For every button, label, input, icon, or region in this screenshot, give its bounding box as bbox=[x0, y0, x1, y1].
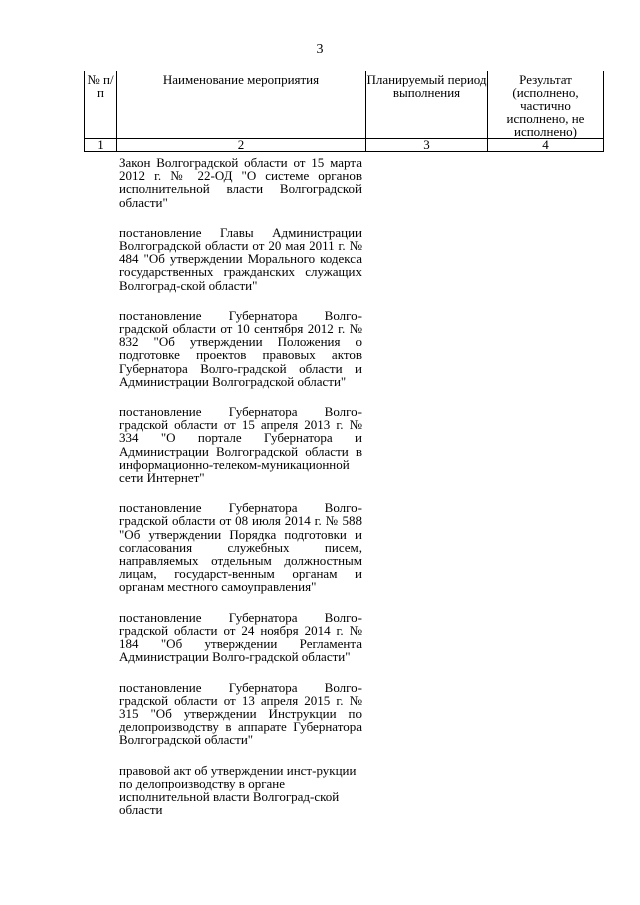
list-item: постановление Главы Администрации Волгоградской области от 20 мая 2011 г. № 484 "Об утверждении Морального кодекса государственных гражданских служащих Волгоград-ской области" bbox=[119, 224, 362, 293]
header-cell-number bbox=[85, 71, 117, 139]
list-item: правовой акт об утверждении инст-рукции по делопроизводству в органе исполнительной власти Волгоград-ской области bbox=[119, 762, 357, 818]
list-item: постановление Губернатора Волго-градской области от 24 ноября 2014 г. № 184 "Об утверждении Регламента Администрации Волго-градской области" bbox=[119, 609, 362, 665]
header-period-label: Планируемый период выполнения bbox=[366, 72, 487, 100]
header-result-label: Результат (исполнено, частично исполнено, не исполнено) bbox=[506, 72, 585, 139]
header-row bbox=[85, 71, 604, 139]
list-item: Закон Волгоградской области от 15 марта 2012 г. № 22-ОД "О системе органов исполнительной власти Волгоградской области" bbox=[119, 155, 362, 210]
column-number-2: 2 bbox=[117, 139, 366, 152]
list-item: постановление Губернатора Волго-градской области от 08 июля 2014 г. № 588 "Об утверждении Порядка подготовки и согласования служебных писем, направляемых отдельным должностным лицам, государст-венным органам и органам местного самоуправления" bbox=[119, 500, 362, 595]
header-cell-name bbox=[117, 71, 366, 139]
column-number-row bbox=[85, 139, 604, 152]
header-cell-result bbox=[488, 71, 604, 139]
header-name-label: Наименование мероприятия bbox=[162, 72, 320, 87]
column-number-1: 1 bbox=[85, 139, 117, 152]
column-number-3: 3 bbox=[366, 139, 488, 152]
page-number: 3 bbox=[316, 42, 324, 57]
header-cell-period bbox=[366, 71, 488, 139]
table-header bbox=[84, 71, 604, 152]
column-number-4: 4 bbox=[488, 139, 604, 152]
measures-list bbox=[119, 156, 362, 816]
list-item: постановление Губернатора Волго-градской области от 10 сентября 2012 г. № 832 "Об утверждении Положения о подготовке проектов правовых актов Губернатора Волго-градской области и Администрации Волгоградской области" bbox=[119, 307, 362, 389]
list-item: постановление Губернатора Волго-градской области от 15 апреля 2013 г. № 334 "О портале Губернатора и Администрации Волгоградской области в информационно-телеком-муникационной сети Интернет" bbox=[119, 404, 362, 486]
list-item: постановление Губернатора Волго-градской области от 13 апреля 2015 г. № 315 "Об утверждении Инструкции по делопроизводству в аппарате Губернатора Волгоградской области" bbox=[119, 679, 362, 748]
header-number-label: № п/п bbox=[87, 72, 114, 100]
